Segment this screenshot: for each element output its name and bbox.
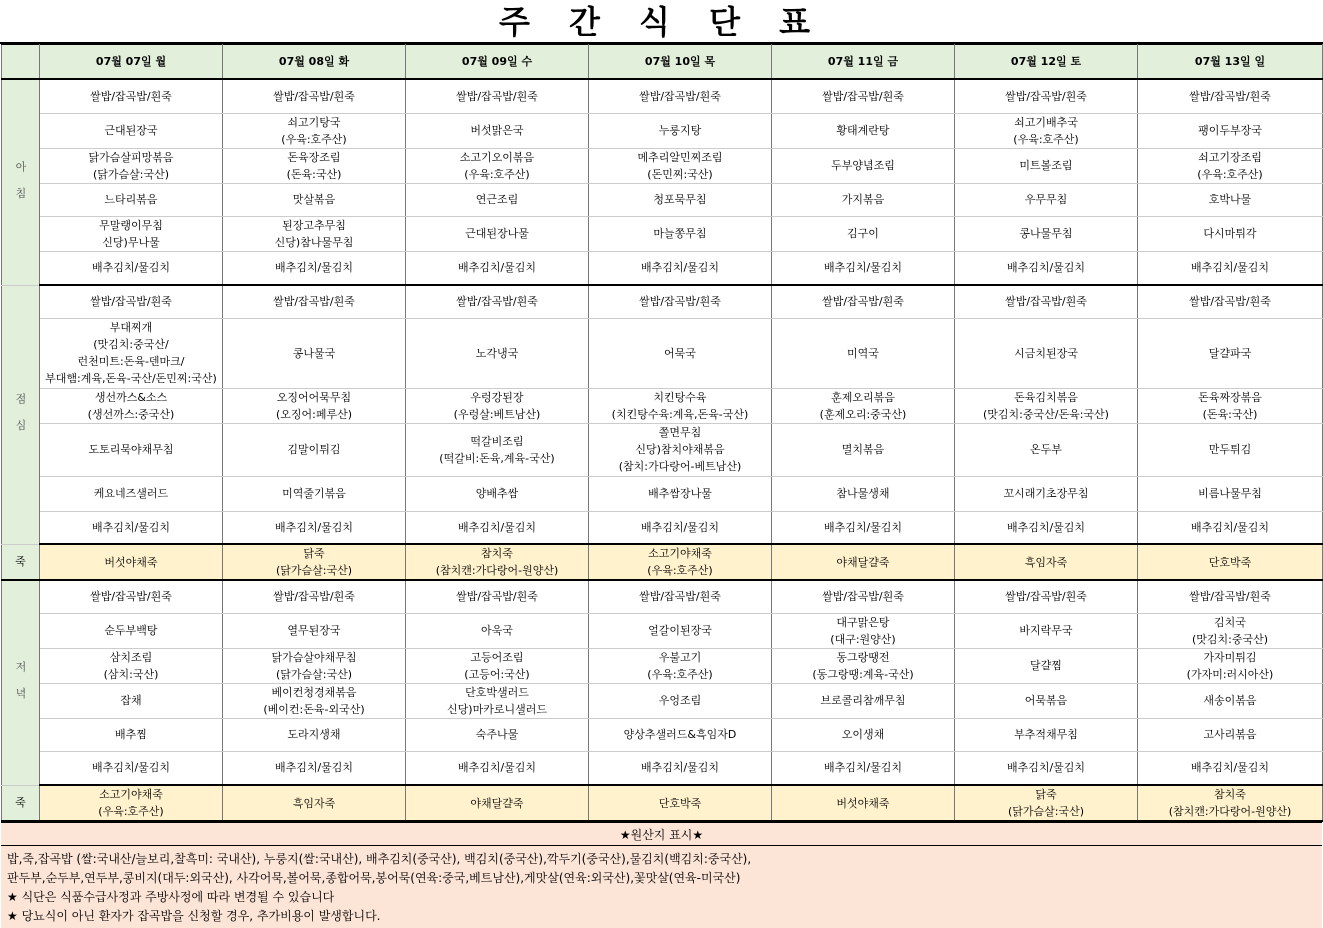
lunch-row <box>2 511 1323 544</box>
menu-cell: 배추김치/물김치 <box>772 511 955 544</box>
menu-cell: 쌀밥/잡곡밥/흰죽 <box>589 79 772 113</box>
menu-cell: 열무된장국 <box>223 613 406 648</box>
origin-notes <box>1 846 1322 928</box>
menu-cell: 멸치볶음 <box>772 423 955 476</box>
menu-cell: 부대찌개 (맛김치:중국산/ 런천미트:돈육-덴마크/ 부대햄:계육,돈육-국산/돈민찌:국산) <box>40 318 223 388</box>
breakfast-row <box>2 216 1323 251</box>
dinner-row <box>2 613 1323 648</box>
menu-cell: 쇠고기배추국 (우육:호주산) <box>955 113 1138 148</box>
menu-cell: 베이컨청경채볶음 (베이컨:돈육-외국산) <box>223 683 406 718</box>
menu-cell: 맛살볶음 <box>223 183 406 216</box>
menu-cell: 마늘쫑무침 <box>589 216 772 251</box>
dinner-row <box>2 580 1323 613</box>
menu-cell: 근대된장나물 <box>406 216 589 251</box>
menu-cell: 우엉조림 <box>589 683 772 718</box>
menu-cell: 닭가슴살야채무침 (닭가슴살:국산) <box>223 648 406 683</box>
menu-cell: 김말이튀김 <box>223 423 406 476</box>
menu-cell: 쌀밥/잡곡밥/흰죽 <box>1138 285 1323 318</box>
dinner-label: 저 녁 <box>2 580 40 785</box>
menu-cell: 오이생채 <box>772 718 955 751</box>
menu-cell: 쌀밥/잡곡밥/흰죽 <box>1138 580 1323 613</box>
lunch-row <box>2 388 1323 423</box>
menu-cell: 배추김치/물김치 <box>589 511 772 544</box>
menu-cell: 팽이두부장국 <box>1138 113 1323 148</box>
breakfast-row <box>2 113 1323 148</box>
menu-cell: 우렁강된장 (우렁살:베트남산) <box>406 388 589 423</box>
menu-cell: 생선까스&소스 (생선까스:중국산) <box>40 388 223 423</box>
menu-cell: 달걀찜 <box>955 648 1138 683</box>
breakfast-row <box>2 251 1323 285</box>
day-header: 07월 13일 일 <box>1138 45 1323 80</box>
menu-cell: 어묵국 <box>589 318 772 388</box>
menu-cell: 쌀밥/잡곡밥/흰죽 <box>406 285 589 318</box>
menu-table <box>1 44 1323 822</box>
menu-cell: 배추김치/물김치 <box>1138 251 1323 285</box>
menu-cell: 참나물생채 <box>772 476 955 511</box>
menu-cell: 배추김치/물김치 <box>40 751 223 785</box>
menu-cell: 쌀밥/잡곡밥/흰죽 <box>955 285 1138 318</box>
menu-cell: 근대된장국 <box>40 113 223 148</box>
menu-cell: 느타리볶음 <box>40 183 223 216</box>
menu-cell: 소고기오이볶음 (우육:호주산) <box>406 148 589 183</box>
menu-cell: 배추김치/물김치 <box>40 511 223 544</box>
breakfast-row <box>2 148 1323 183</box>
menu-cell: 돈육짜장볶음 (돈육:국산) <box>1138 388 1323 423</box>
menu-cell: 배추김치/물김치 <box>406 751 589 785</box>
menu-cell: 배추김치/물김치 <box>406 251 589 285</box>
menu-cell: 배추김치/물김치 <box>223 751 406 785</box>
menu-cell: 새송이볶음 <box>1138 683 1323 718</box>
menu-cell: 도라지생채 <box>223 718 406 751</box>
menu-cell: 우불고기 (우육:호주산) <box>589 648 772 683</box>
day-header: 07월 10일 목 <box>589 45 772 80</box>
menu-cell: 치킨탕수육 (치킨탕수육:계육,돈육-국산) <box>589 388 772 423</box>
menu-cell: 호박나물 <box>1138 183 1323 216</box>
menu-cell: 시금치된장국 <box>955 318 1138 388</box>
menu-cell: 배추김치/물김치 <box>1138 751 1323 785</box>
porridge-cell: 닭죽 (닭가슴살:국산) <box>223 544 406 580</box>
menu-cell: 무말랭이무침 신당)무나물 <box>40 216 223 251</box>
menu-cell: 가지볶음 <box>772 183 955 216</box>
porridge-cell: 버섯야채죽 <box>40 544 223 580</box>
menu-cell: 달걀파국 <box>1138 318 1323 388</box>
day-header-row <box>2 45 1323 80</box>
menu-cell: 가자미튀김 (가자미:러시아산) <box>1138 648 1323 683</box>
menu-cell: 만두튀김 <box>1138 423 1323 476</box>
menu-cell: 바지락무국 <box>955 613 1138 648</box>
porridge-cell: 야채달걀죽 <box>772 544 955 580</box>
menu-cell: 다시마튀각 <box>1138 216 1323 251</box>
dinner-row <box>2 683 1323 718</box>
menu-cell: 된장고추무침 신당)참나물무침 <box>223 216 406 251</box>
menu-cell: 잡채 <box>40 683 223 718</box>
menu-cell: 콩나물국 <box>223 318 406 388</box>
lunch-row <box>2 423 1323 476</box>
menu-cell: 오징어어묵무침 (오징어:페루산) <box>223 388 406 423</box>
menu-cell: 김구이 <box>772 216 955 251</box>
menu-cell: 얼갈이된장국 <box>589 613 772 648</box>
note-line: 밥,죽,잡곡밥 (쌀:국내산/늘보리,찰흑미: 국내산), 누룽지(쌀:국내산), 배추김치(중국산), 백김치(중국산),깍두기(중국산),물김치(백김치:중국산), <box>7 852 752 866</box>
lunch-porridge-label: 죽 <box>2 544 40 580</box>
menu-cell: 미역국 <box>772 318 955 388</box>
menu-cell: 어묵볶음 <box>955 683 1138 718</box>
menu-cell: 쌀밥/잡곡밥/흰죽 <box>40 79 223 113</box>
menu-cell: 배추김치/물김치 <box>1138 511 1323 544</box>
porridge-cell: 단호박죽 <box>589 785 772 821</box>
menu-cell: 부추적채무침 <box>955 718 1138 751</box>
menu-cell: 쌀밥/잡곡밥/흰죽 <box>223 580 406 613</box>
menu-cell: 청포묵무침 <box>589 183 772 216</box>
menu-cell: 쌀밥/잡곡밥/흰죽 <box>772 285 955 318</box>
menu-cell: 쌀밥/잡곡밥/흰죽 <box>955 79 1138 113</box>
menu-cell: 단호박샐러드 신당)마카로니샐러드 <box>406 683 589 718</box>
menu-cell: 배추김치/물김치 <box>955 251 1138 285</box>
menu-cell: 배추김치/물김치 <box>40 251 223 285</box>
menu-cell: 아욱국 <box>406 613 589 648</box>
lunch-porridge-row <box>2 544 1323 580</box>
menu-cell: 고등어조림 (고등어:국산) <box>406 648 589 683</box>
lunch-row <box>2 318 1323 388</box>
day-header: 07월 12일 토 <box>955 45 1138 80</box>
menu-cell: 도토리묵야채무침 <box>40 423 223 476</box>
menu-cell: 두부양념조림 <box>772 148 955 183</box>
dinner-porridge-label: 죽 <box>2 785 40 821</box>
breakfast-row <box>2 183 1323 216</box>
menu-cell: 꼬시래기초장무침 <box>955 476 1138 511</box>
menu-cell: 양배추쌈 <box>406 476 589 511</box>
page-title: 주 간 식 단 표 <box>0 0 1323 44</box>
menu-cell: 숙주나물 <box>406 718 589 751</box>
porridge-cell: 흑임자죽 <box>223 785 406 821</box>
menu-cell: 배추찜 <box>40 718 223 751</box>
menu-cell: 쌀밥/잡곡밥/흰죽 <box>40 580 223 613</box>
menu-cell: 대구맑은탕 (대구:원양산) <box>772 613 955 648</box>
breakfast-row <box>2 79 1323 113</box>
menu-cell: 쌀밥/잡곡밥/흰죽 <box>1138 79 1323 113</box>
note-line: ★ 식단은 식품수급사정과 주방사정에 따라 변경될 수 있습니다 <box>7 890 335 904</box>
menu-cell: 고사리볶음 <box>1138 718 1323 751</box>
menu-cell: 김치국 (맛김치:중국산) <box>1138 613 1323 648</box>
menu-cell: 배추김치/물김치 <box>589 251 772 285</box>
day-header: 07월 09일 수 <box>406 45 589 80</box>
porridge-cell: 소고기야채죽 (우육:호주산) <box>40 785 223 821</box>
menu-cell: 노각냉국 <box>406 318 589 388</box>
menu-cell: 미트볼조림 <box>955 148 1138 183</box>
porridge-cell: 버섯야채죽 <box>772 785 955 821</box>
menu-cell: 배추김치/물김치 <box>955 511 1138 544</box>
lunch-row <box>2 285 1323 318</box>
menu-cell: 쇠고기장조림 (우육:호주산) <box>1138 148 1323 183</box>
menu-cell: 쫄면무침 신당)참치야채볶음 (참치:가다랑어-베트남산) <box>589 423 772 476</box>
dinner-row <box>2 648 1323 683</box>
header-corner <box>2 45 40 80</box>
menu-cell: 쌀밥/잡곡밥/흰죽 <box>772 79 955 113</box>
menu-cell: 닭가슴살피망볶음 (닭가슴살:국산) <box>40 148 223 183</box>
menu-cell: 배추김치/물김치 <box>772 251 955 285</box>
menu-cell: 배추김치/물김치 <box>589 751 772 785</box>
menu-cell: 배추김치/물김치 <box>955 751 1138 785</box>
day-header: 07월 08일 화 <box>223 45 406 80</box>
menu-cell: 배추김치/물김치 <box>223 511 406 544</box>
menu-cell: 돈육김치볶음 (맛김치:중국산/돈육:국산) <box>955 388 1138 423</box>
day-header: 07월 11일 금 <box>772 45 955 80</box>
porridge-cell: 소고기야채죽 (우육:호주산) <box>589 544 772 580</box>
menu-cell: 누룽지탕 <box>589 113 772 148</box>
menu-cell: 배추쌈장나물 <box>589 476 772 511</box>
menu-cell: 황태계란탕 <box>772 113 955 148</box>
menu-cell: 쇠고기탕국 (우육:호주산) <box>223 113 406 148</box>
lunch-row <box>2 476 1323 511</box>
porridge-cell: 흑임자죽 <box>955 544 1138 580</box>
menu-cell: 동그랑땡전 (동그랑땡:계육-국산) <box>772 648 955 683</box>
menu-cell: 연근조림 <box>406 183 589 216</box>
menu-cell: 떡갈비조림 (떡갈비:돈육,계육-국산) <box>406 423 589 476</box>
menu-cell: 쌀밥/잡곡밥/흰죽 <box>223 79 406 113</box>
dinner-porridge-row <box>2 785 1323 821</box>
menu-cell: 쌀밥/잡곡밥/흰죽 <box>406 79 589 113</box>
porridge-cell: 참치죽 (참치캔:가다랑어-원양산) <box>406 544 589 580</box>
dinner-row <box>2 718 1323 751</box>
dinner-row <box>2 751 1323 785</box>
menu-cell: 순두부백탕 <box>40 613 223 648</box>
menu-cell: 쌀밥/잡곡밥/흰죽 <box>589 580 772 613</box>
menu-cell: 쌀밥/잡곡밥/흰죽 <box>589 285 772 318</box>
menu-cell: 쌀밥/잡곡밥/흰죽 <box>223 285 406 318</box>
menu-cell: 배추김치/물김치 <box>223 251 406 285</box>
porridge-cell: 단호박죽 <box>1138 544 1323 580</box>
menu-cell: 콩나물무침 <box>955 216 1138 251</box>
menu-cell: 우무무침 <box>955 183 1138 216</box>
note-line: ★ 당뇨식이 아닌 환자가 잡곡밥을 신청할 경우, 추가비용이 발생합니다. <box>7 909 381 923</box>
menu-cell: 쌀밥/잡곡밥/흰죽 <box>772 580 955 613</box>
menu-cell: 온두부 <box>955 423 1138 476</box>
menu-cell: 쌀밥/잡곡밥/흰죽 <box>406 580 589 613</box>
menu-cell: 배추김치/물김치 <box>406 511 589 544</box>
menu-cell: 쌀밥/잡곡밥/흰죽 <box>955 580 1138 613</box>
menu-cell: 버섯맑은국 <box>406 113 589 148</box>
menu-cell: 돈육장조림 (돈육:국산) <box>223 148 406 183</box>
menu-cell: 삼치조림 (삼치:국산) <box>40 648 223 683</box>
menu-cell: 비름나물무침 <box>1138 476 1323 511</box>
lunch-label: 점 심 <box>2 285 40 544</box>
menu-cell: 배추김치/물김치 <box>772 751 955 785</box>
menu-cell: 미역줄기볶음 <box>223 476 406 511</box>
origin-heading: ★원산지 표시★ <box>1 822 1322 846</box>
menu-cell: 훈제오리볶음 (훈제오리:중국산) <box>772 388 955 423</box>
menu-cell: 쌀밥/잡곡밥/흰죽 <box>40 285 223 318</box>
porridge-cell: 닭죽 (닭가슴살:국산) <box>955 785 1138 821</box>
menu-cell: 메추리알민찌조림 (돈민찌:국산) <box>589 148 772 183</box>
porridge-cell: 야채달걀죽 <box>406 785 589 821</box>
porridge-cell: 참치죽 (참치캔:가다랑어-원양산) <box>1138 785 1323 821</box>
breakfast-label: 아 침 <box>2 79 40 285</box>
menu-cell: 케요네즈샐러드 <box>40 476 223 511</box>
day-header: 07월 07일 월 <box>40 45 223 80</box>
note-line: 판두부,순두부,연두부,콩비지(대두:외국산), 사각어묵,볼어묵,종합어묵,봉어묵(연육:중국,베트남산),게맛살(연육:외국산),꽃맛살(연육-미국산) <box>7 871 741 885</box>
menu-cell: 브로콜리참깨무침 <box>772 683 955 718</box>
menu-cell: 양상추샐러드&흑임자D <box>589 718 772 751</box>
